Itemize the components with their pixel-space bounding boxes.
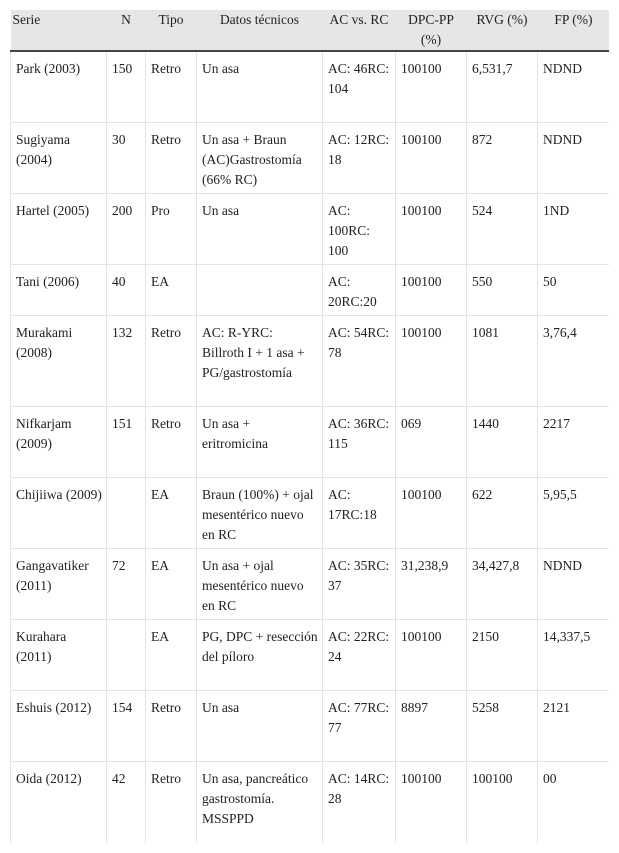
cell-ac-vs-rc: AC: 17RC:18: [323, 478, 396, 549]
table-header-row: [11, 10, 610, 51]
cell-rvg: 34,427,8: [467, 549, 538, 620]
cell-dpc-pp: 100100: [396, 478, 467, 549]
cell-tipo: Retro: [146, 123, 197, 194]
cell-n: 154: [107, 691, 146, 762]
cell-tipo: Retro: [146, 51, 197, 123]
cell-fp: 50: [538, 265, 610, 316]
cell-rvg: 1081: [467, 316, 538, 407]
cell-n: 42: [107, 762, 146, 844]
cell-ac-vs-rc: AC: 46RC: 104: [323, 51, 396, 123]
cell-rvg: 5258: [467, 691, 538, 762]
cell-tipo: Retro: [146, 762, 197, 844]
cell-rvg: 550: [467, 265, 538, 316]
table-row: [11, 478, 610, 549]
cell-datos-tecnicos: Un asa + ojal mesentérico nuevo en RC: [197, 549, 323, 620]
cell-ac-vs-rc: AC: 54RC: 78: [323, 316, 396, 407]
cell-serie: Kurahara (2011): [11, 620, 107, 691]
cell-dpc-pp: 100100: [396, 762, 467, 844]
cell-tipo: EA: [146, 478, 197, 549]
cell-serie: Murakami (2008): [11, 316, 107, 407]
cell-dpc-pp: 100100: [396, 265, 467, 316]
column-header-rvg: RVG (%): [467, 10, 538, 51]
cell-datos-tecnicos: Un asa, pancreático gastrostomía. MSSPPD: [197, 762, 323, 844]
cell-serie: Gangavatiker (2011): [11, 549, 107, 620]
table-row: [11, 316, 610, 407]
cell-datos-tecnicos: AC: R-YRC: Billroth I + 1 asa + PG/gastrostomía: [197, 316, 323, 407]
cell-dpc-pp: 100100: [396, 51, 467, 123]
cell-tipo: EA: [146, 549, 197, 620]
cell-datos-tecnicos: Un asa: [197, 194, 323, 265]
cell-serie: Chijiiwa (2009): [11, 478, 107, 549]
cell-datos-tecnicos: Un asa + eritromicina: [197, 407, 323, 478]
column-header-datos-tecnicos: Datos técnicos: [197, 10, 323, 51]
cell-serie: Eshuis (2012): [11, 691, 107, 762]
cell-dpc-pp: 100100: [396, 620, 467, 691]
cell-fp: 5,95,5: [538, 478, 610, 549]
cell-datos-tecnicos: Un asa + Braun (AC)Gastrostomía (66% RC): [197, 123, 323, 194]
cell-ac-vs-rc: AC: 35RC: 37: [323, 549, 396, 620]
table-row: [11, 620, 610, 691]
data-table: [10, 10, 609, 843]
table-row: [11, 265, 610, 316]
cell-ac-vs-rc: AC: 36RC: 115: [323, 407, 396, 478]
cell-tipo: Retro: [146, 316, 197, 407]
column-header-ac-vs-rc: AC vs. RC: [323, 10, 396, 51]
cell-n: 150: [107, 51, 146, 123]
cell-rvg: 1440: [467, 407, 538, 478]
cell-tipo: Pro: [146, 194, 197, 265]
cell-serie: Oida (2012): [11, 762, 107, 844]
cell-datos-tecnicos: Un asa: [197, 691, 323, 762]
cell-n: 132: [107, 316, 146, 407]
cell-ac-vs-rc: AC: 14RC: 28: [323, 762, 396, 844]
cell-serie: Park (2003): [11, 51, 107, 123]
cell-datos-tecnicos: Braun (100%) + ojal mesentérico nuevo en RC: [197, 478, 323, 549]
cell-fp: NDND: [538, 51, 610, 123]
table-row: [11, 549, 610, 620]
cell-fp: NDND: [538, 549, 610, 620]
column-header-dpc-pp: DPC-PP (%): [396, 10, 467, 51]
table-row: [11, 691, 610, 762]
table-container: [10, 10, 609, 843]
cell-fp: 14,337,5: [538, 620, 610, 691]
table-row: [11, 123, 610, 194]
cell-rvg: 6,531,7: [467, 51, 538, 123]
cell-n: [107, 478, 146, 549]
cell-fp: 00: [538, 762, 610, 844]
cell-rvg: 872: [467, 123, 538, 194]
cell-serie: Tani (2006): [11, 265, 107, 316]
cell-serie: Sugiyama (2004): [11, 123, 107, 194]
cell-fp: 3,76,4: [538, 316, 610, 407]
cell-tipo: Retro: [146, 691, 197, 762]
table-row: [11, 762, 610, 844]
cell-rvg: 100100: [467, 762, 538, 844]
cell-ac-vs-rc: AC: 22RC: 24: [323, 620, 396, 691]
cell-dpc-pp: 100100: [396, 194, 467, 265]
cell-n: [107, 620, 146, 691]
cell-ac-vs-rc: AC: 12RC: 18: [323, 123, 396, 194]
cell-serie: Hartel (2005): [11, 194, 107, 265]
cell-ac-vs-rc: AC: 100RC: 100: [323, 194, 396, 265]
column-header-fp: FP (%): [538, 10, 610, 51]
cell-fp: 2217: [538, 407, 610, 478]
cell-datos-tecnicos: PG, DPC + resección del píloro: [197, 620, 323, 691]
cell-dpc-pp: 100100: [396, 316, 467, 407]
cell-dpc-pp: 100100: [396, 123, 467, 194]
column-header-tipo: Tipo: [146, 10, 197, 51]
cell-n: 30: [107, 123, 146, 194]
cell-rvg: 524: [467, 194, 538, 265]
table-row: [11, 51, 610, 123]
cell-n: 200: [107, 194, 146, 265]
cell-tipo: EA: [146, 620, 197, 691]
column-header-serie: Serie: [11, 10, 107, 51]
cell-fp: 2121: [538, 691, 610, 762]
table-row: [11, 194, 610, 265]
column-header-n: N: [107, 10, 146, 51]
cell-n: 40: [107, 265, 146, 316]
cell-dpc-pp: 8897: [396, 691, 467, 762]
cell-rvg: 622: [467, 478, 538, 549]
cell-tipo: Retro: [146, 407, 197, 478]
cell-fp: 1ND: [538, 194, 610, 265]
cell-fp: NDND: [538, 123, 610, 194]
cell-ac-vs-rc: AC: 77RC: 77: [323, 691, 396, 762]
cell-rvg: 2150: [467, 620, 538, 691]
table-row: [11, 407, 610, 478]
cell-tipo: EA: [146, 265, 197, 316]
cell-n: 72: [107, 549, 146, 620]
cell-dpc-pp: 069: [396, 407, 467, 478]
cell-ac-vs-rc: AC: 20RC:20: [323, 265, 396, 316]
cell-datos-tecnicos: [197, 265, 323, 316]
cell-n: 151: [107, 407, 146, 478]
cell-serie: Nifkarjam (2009): [11, 407, 107, 478]
cell-dpc-pp: 31,238,9: [396, 549, 467, 620]
cell-datos-tecnicos: Un asa: [197, 51, 323, 123]
